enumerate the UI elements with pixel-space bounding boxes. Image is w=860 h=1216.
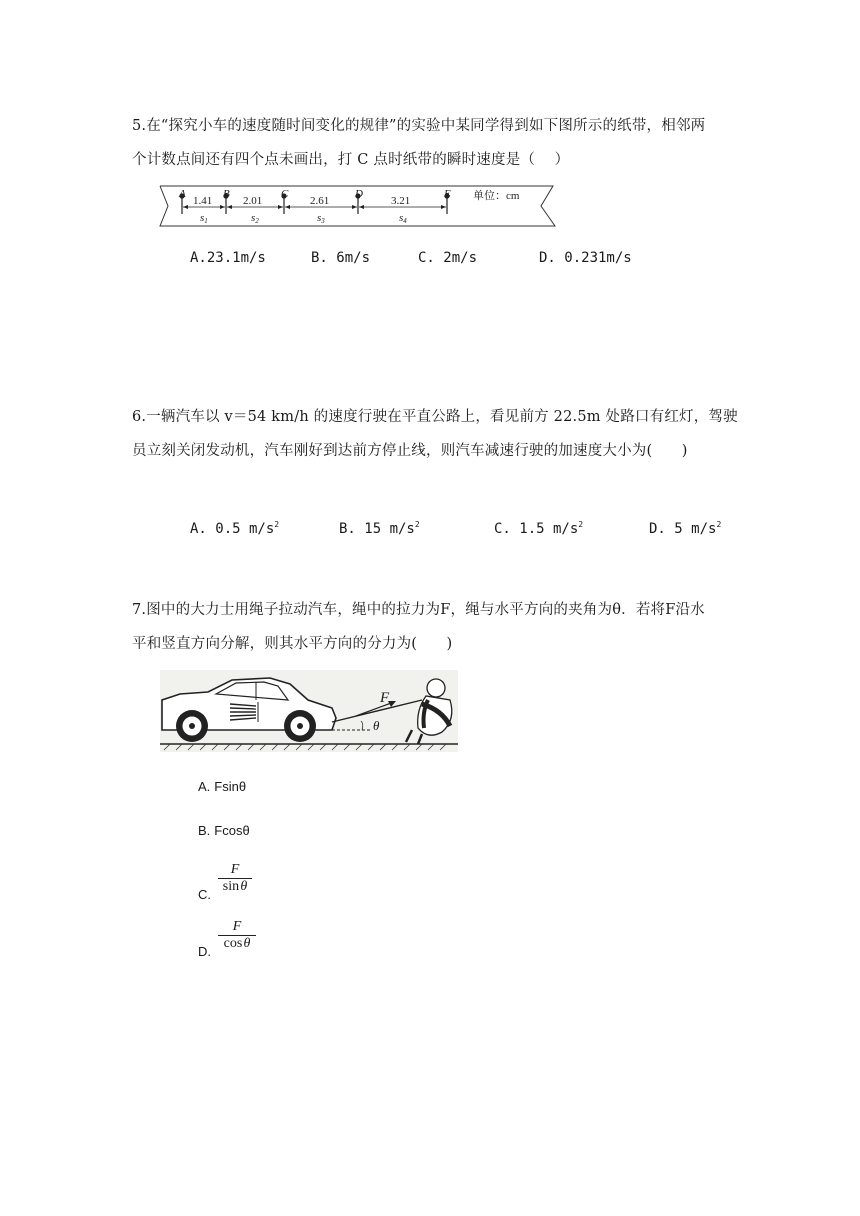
tape-segment-2: s (251, 212, 256, 224)
tape-distance-3: 2.61 (310, 195, 330, 207)
q5-option-a[interactable]: A.23.1m/s (190, 250, 266, 266)
tape-point-D: D (355, 188, 363, 200)
tape-point-E: E (444, 188, 451, 200)
tape-segment-1: s (200, 212, 205, 224)
strongman-pulling-car-figure (160, 670, 458, 752)
fraction-numerator: F (232, 919, 242, 934)
paper-tape-figure (155, 180, 565, 232)
figure-force-label: F (380, 690, 390, 706)
q7-option-b[interactable]: B. Fcosθ (198, 823, 250, 838)
tape-segment-3: s (317, 212, 322, 224)
tape-point-A: A (179, 188, 186, 200)
q6-option-d[interactable]: D. 5 $m/s^2$ (649, 520, 722, 537)
q5-line-1: 5.在“探究小车的速度随时间变化的规律”的实验中某同学得到如下图所示的纸带，相邻两 (132, 118, 706, 134)
fraction-denominator: sin θ (222, 879, 248, 894)
tape-distance-2: 2.01 (243, 195, 263, 207)
fraction-denominator: cos θ (223, 936, 251, 951)
q7-option-d-fraction[interactable] (218, 919, 256, 952)
tape-segment-2-sub: 2 (255, 217, 259, 225)
q6-line-2: 员立刻关闭发动机，汽车刚好到达前方停止线，则汽车减速行驶的加速度大小为( ) (132, 443, 688, 459)
tape-segment-3-sub: 3 (321, 217, 325, 225)
q5-option-b[interactable]: B. 6m/s (311, 250, 371, 266)
q5-option-c[interactable]: C. 2m/s (418, 250, 478, 266)
q5-line-2: 个计数点间还有四个点未画出，打 C 点时纸带的瞬时速度是（ ） (132, 152, 570, 168)
tape-segment-1-sub: 1 (204, 217, 208, 225)
tape-point-C: C (281, 188, 289, 200)
q7-option-a[interactable]: A. Fsinθ (198, 779, 247, 794)
tape-segment-4: s (399, 212, 404, 224)
tape-distance-1: 1.41 (193, 195, 213, 207)
tape-segment-4-sub: 4 (403, 217, 407, 225)
q7-option-d-letter[interactable]: D. (198, 944, 211, 959)
q5-option-d[interactable]: D. 0.231m/s (539, 250, 632, 266)
q6-option-c[interactable]: C. 1.5 $m/s^2$ (494, 520, 584, 537)
q6-line-1: 6.一辆汽车以 v＝54 km/h 的速度行驶在平直公路上，看见前方 22.5m 处路口有红灯，驾驶 (132, 409, 738, 425)
q7-option-c-letter[interactable]: C. (198, 887, 211, 902)
tape-unit: 单位：cm (473, 190, 520, 202)
q7-line-2: 平和竖直方向分解，则其水平方向的分力为( ) (132, 636, 453, 652)
fraction-numerator: F (230, 862, 240, 877)
figure-angle-label: θ (373, 718, 380, 733)
tape-distance-4: 3.21 (391, 195, 411, 207)
q7-line-1: 7.图中的大力士用绳子拉动汽车，绳中的拉力为F，绳与水平方向的夹角为θ．若将F沿水 (132, 602, 705, 618)
q6-option-a[interactable]: A. 0.5 $m/s^2$ (190, 520, 280, 537)
q6-option-b[interactable]: B. 15 $m/s^2$ (339, 520, 420, 537)
q7-option-c-fraction[interactable] (218, 862, 252, 895)
tape-point-B: B (223, 188, 230, 200)
